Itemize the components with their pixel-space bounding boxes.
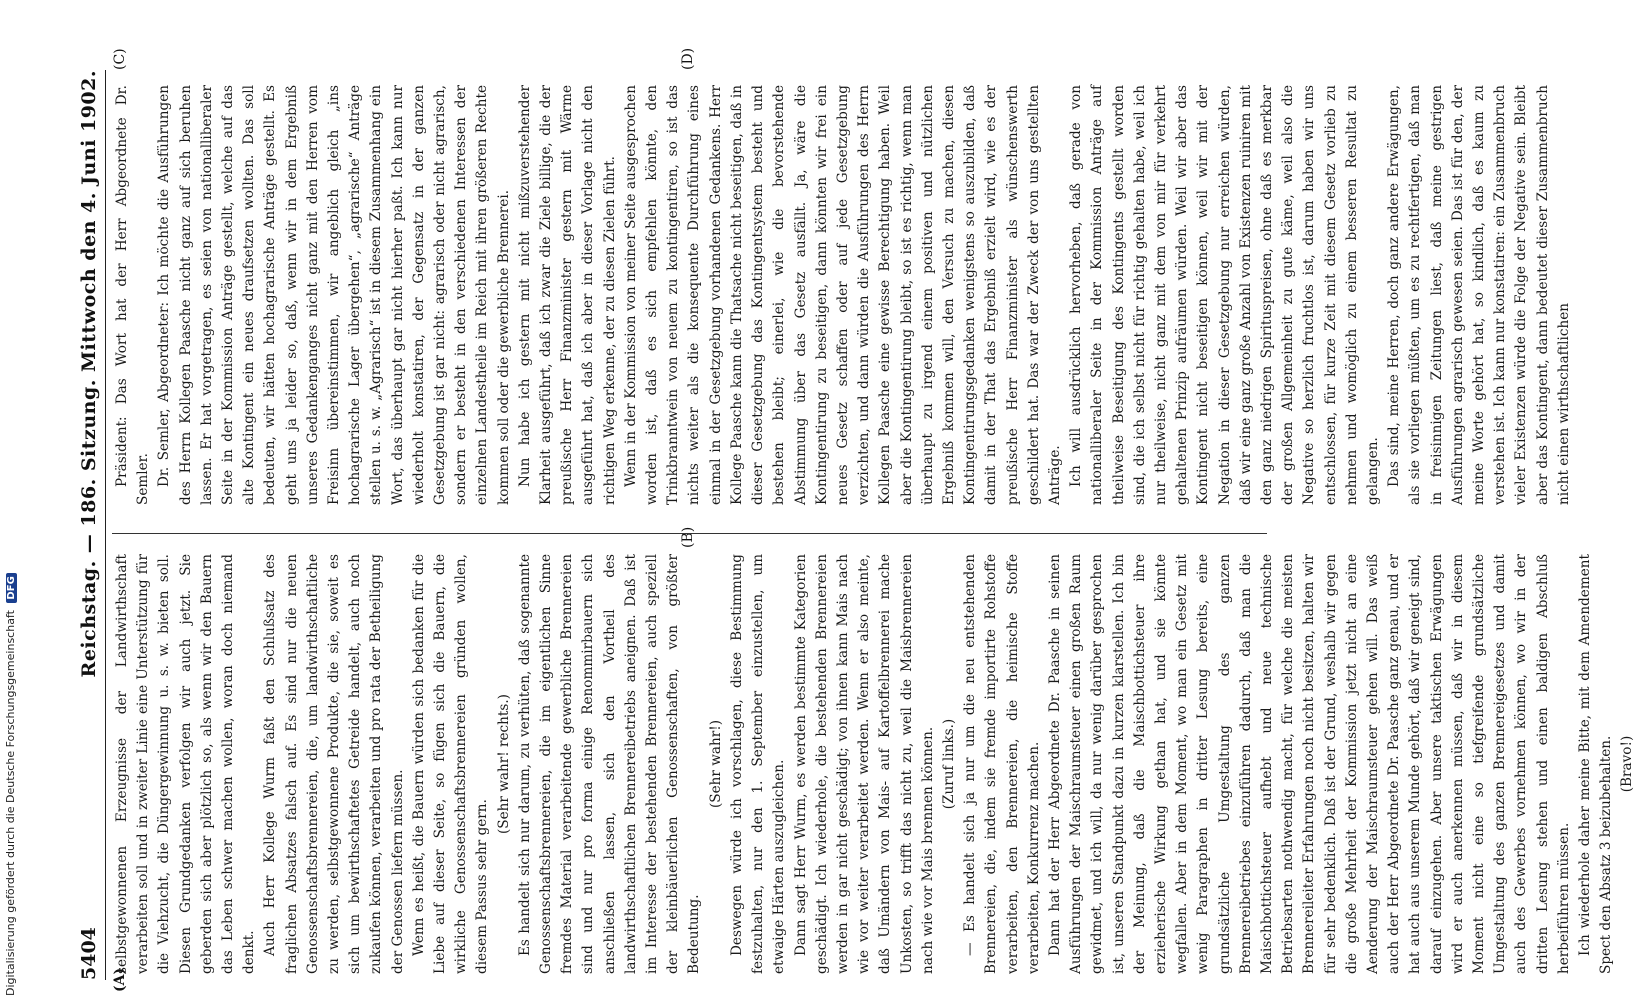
- digitization-credit: [4, 576, 18, 998]
- margin-marker-c: (C): [112, 48, 128, 70]
- margin-marker-b: (B): [680, 526, 696, 548]
- paragraph: Dann sagt Herr Wurm, es werden bestimmte Kategorien geschädigt. Ich wiederhole, die bestehenden Brennereien werden in gar nicht geschädigt; von ihnen kann Mais nach wie vor weiter verarbeitet werden. Wenn er also meinte, daß Umändern von Mais- auf Kartoffelbrennerei mache Unkosten, so trifft das nicht zu, weil die Maisbrennereien nach wie vor Mais brennen können.: [792, 554, 936, 974]
- paragraph: Das sind, meine Herren, doch ganz andere Erwägungen, als sie vorliegen müßten, um es zu rechtfertigen, daß man in freisinnigen Zeitungen liest, daß meine gestrigen Ausführungen agrarisch gewesen seien. Das ist für den, der meine Worte gehört hat, so kindlich, daß es kaum zu verstehen ist. Ich kann nur konstatiren: ein Zusammenbruch vieler Existenzen würde die Folge der Negative sein. Bleibt aber das Kontingent, dann bedeutet dieser Zusammenbruch nicht einen wirthschaftlichen: [1386, 85, 1572, 505]
- page-number: 5404: [78, 927, 100, 980]
- interjection: (Zuruf links.): [940, 718, 957, 810]
- column-divider: [112, 533, 1267, 534]
- paragraph: Deswegen würde ich vorschlagen, diese Bestimmung festzuhalten, nur den 1. September einzustellen, um etwaige Härten auszugleichen.: [728, 554, 788, 974]
- paragraph: Nun habe ich gestern mit nicht mißzuverstehender Klarheit ausgeführt, daß ich zwar die Ziele billige, die der preußische Herr Finanzminister gestern mit Wärme ausgeführt hat, daß ich aber in dieser Vorlage nicht den richtigen Weg erkenne, der zu diesen Zielen führt.: [516, 85, 618, 505]
- dfg-logo: DFG: [6, 573, 17, 602]
- running-head: Reichstag. — 186. Sitzung. Mittwoch den 4. Juni 1902.: [78, 70, 100, 678]
- interjection: (Sehr wahr! rechts.): [495, 694, 512, 834]
- paragraph: Auch Herr Kollege Wurm faßt den Schlußsatz des fraglichen Absatzes falsch auf. Es sind nur die neuen Genossenschaftsbrennereien, die, um landwirthschaftliche zu werden, selbstgewonnene Produkte, die sie, soweit es sich um bewirthschaftetes Getreide handelt, auch noch zukaufen können, verarbeiten und pro rata der Betheiligung der Genossen liefern müssen.: [262, 554, 406, 974]
- paragraph: — Es handelt sich ja nur um die neu entstehenden Brennereien, die, indem sie fremde importirte Rohstoffe verarbeiten, den Brennereien, die heimische Stoffe verarbeiten, Konkurrenz machen.: [962, 554, 1042, 974]
- paragraph: Ich wiederhole daher meine Bitte, mit dem Amendement Spect den Absatz 3 beizubehalten.: [1577, 554, 1615, 974]
- paragraph: Wenn es heißt, die Bauern würden sich bedanken für die Liebe auf dieser Seite, so fügen sich die Bauern, die wirkliche Genossenschaftsbrennereien gründen wollen, diesem Passus sehr gern.: [410, 554, 491, 974]
- paragraph: Dr. Semler, Abgeordneter: Ich möchte die Ausführungen des Herrn Kollegen Paasche nicht ganz auf sich beruhen lassen. Er hat vorgetragen, es seien von nationalliberaler Seite in der Kommission Anträge gestellt, welche auf das alte Kontingent ein neues draufsetzen wollten. Das soll bedeuten, wir hätten hochagrarische Anträge gestellt. Es geht uns ja leider so, daß, wenn wir in dem Ergebniß unseres Gedankenganges nicht ganz mit den Herren vom Freisinn übereinstimmen, wir angeblich gleich „ins hochagrarische Lager übergehen“, „agrarische“ Anträge stellen u. s. w. „Agrarisch“ ist in diesem Zusammenhang ein Wort, das überhaupt gar nicht hierher paßt. Ich kann nur wiederholt konstatiren, der Gegensatz in der ganzen Gesetzgebung ist gar nicht: agrarisch oder nicht agrarisch, sondern er besteht in den verschiedenen Interessen der einzelnen Landestheile im Reich mit ihren größeren Rechte kommen soll oder die gewerbliche Brennerei.: [156, 85, 512, 505]
- credit-text: Digitalisierung gefördert durch die Deutsche Forschungsgemeinschaft: [4, 610, 17, 996]
- paragraph: Dann hat der Herr Abgeordnete Dr. Paasche in seinen Ausführungen der Maischraumsteuer einen großen Raum gewidmet, und ich will, da nur wenig darüber gesprochen ist, unseren Standpunkt dazu in kurzen klarstellen. Ich bin der Meinung, daß die Maischbottichsteuer ihre erzieherische Wirkung gethan hat, und sie könnte wegfallen. Aber in dem Moment, wo man ein Gesetz mit wenig Paragraphen in dritter Lesung bereits, eine grundsätzliche Umgestaltung des ganzen Brennereibetriebes einzuführen dadurch, daß man die Maischbottichsteuer aufhebt und neue technische Betriebsarten nothwendig macht, für welche die meisten Brennereileiter Erfahrungen noch nicht besitzen, halten wir für sehr bedenklich. Daß ist der Grund, weshalb wir gegen die große Mehrheit der Kommission jetzt nicht an eine Aenderung der Maischraumsteuer gehen will. Das weiß auch der Herr Abgeordnete Dr. Paasche ganz genau, und er hat auch aus unserem Munde gehört, daß wir geneigt sind, darauf einzugehen. Aber unsere taktischen Erwägungen wird er auch anerkennen müssen, daß wir in diesem Moment nicht eine so tiefgreifende grundsätzliche Umgestaltung des ganzen Brennereigesetzes und damit auch des Gewerbes vornehmen können, wo wir in der dritten Lesung stehen und einen baldigen Abschluß herbeiführen müssen.: [1046, 554, 1572, 974]
- interjection: (Sehr wahr!): [707, 720, 724, 808]
- header-rule: [105, 70, 106, 980]
- paragraph: Präsident: Das Wort hat der Herr Abgeordnete Dr. Semler.: [114, 85, 152, 505]
- paragraph: Ich will ausdrücklich hervorheben, daß gerade von nationalliberaler Seite in der Kommission Anträge auf theilweise Beseitigung des Kontingents gestellt worden sind, die ich selbst nicht für richtig gehalten habe, weil ich nur theilweise, nicht ganz mit dem von mir für verkehrt gehaltenen Prinzip aufräumen würden. Weil wir aber das Kontingent nicht beseitigen können, weil wir mit der Negation in dieser Gesetzgebung nur erreichen würden, daß wir eine ganz große Anzahl von Existenzen ruiniren mit den ganz niedrigen Spirituspreisen, ohne daß es merkbar der großen Allgemeinheit zu gute käme, weil also die Negative so herzlich fruchtlos ist, darum haben wir uns entschlossen, für kurze Zeit mit diesem Gesetz vorlieb zu nehmen und womöglich zu einem besseren Resultat zu gelangen.: [1068, 85, 1381, 505]
- left-column: [112, 554, 1636, 974]
- page-header: [78, 70, 102, 980]
- paragraph: selbstgewonnenen Erzeugnisse der Landwirthschaft verarbeiten soll und in zweiter Linie eine Unterstützung für die Viehzucht, die Düngergewinnung u. s. w. bieten soll. Diesen Grundgedanken verfolgen wir auch jetzt. Sie geberden sich aber plötzlich so, als wenn wir den Bauern das Leben schwer machen wollen, woran doch niemand denkt.: [114, 554, 258, 974]
- margin-marker-a: (A): [112, 967, 128, 992]
- interjection: (Bravo!): [1619, 735, 1636, 793]
- margin-marker-d: (D): [680, 47, 696, 70]
- paragraph: Es handelt sich nur darum, zu verhüten, daß sogenannte Genossenschaftsbrennereien, die im eigentlichen Sinne fremdes Material verarbeitende gewerbliche Brennereien sind und nur pro forma einige Renommirbauern sich anschließen lassen, sich den Vortheil des landwirthschaftlichen Brennereibetriebs aneignen. Daß ist im Interesse der bestehenden Brennereien, auch speziell der kleinbäuerlichen Genossenschaften, von größter Bedeutung.: [516, 554, 703, 974]
- paragraph: Wenn in der Kommission von meiner Seite ausgesprochen worden ist, daß es sich empfehlen könnte, den Trinkbranntwein von neuem zu kontingentiren, so ist das nichts weiter als die konsequente Durchführung eines einmal in der Gesetzgebung vorhandenen Gedankens. Herr Kollege Paasche kann die Thatsache nicht beseitigen, daß in dieser Gesetzgebung das Kontingentsystem besteht und bestehen bleibt; einerlei, wie die bevorstehende Abstimmung über das Gesetz ausfällt. Ja, wäre die Kontingentirung zu beseitigen, dann könnten wir frei ein neues Gesetz schaffen oder auf jede Gesetzgebung verzichten, und dann würden die Ausführungen des Herrn Kollegen Paasche eine gewisse Berechtigung haben. Weil aber die Kontingentirung bleibt, so ist es richtig, wenn man überhaupt zu irgend einem positiven und nützlichen Ergebniß kommen will, den Versuch zu machen, diesen Kontingentirungsgedanken wenigstens so auszubilden, daß damit in der That das Ergebniß erzielt wird, wie es der preußische Herr Finanzminister als wünschenswerth geschildert hat. Das war der Zweck der von uns gestellten Anträge.: [622, 85, 1063, 505]
- right-column: [112, 85, 1572, 505]
